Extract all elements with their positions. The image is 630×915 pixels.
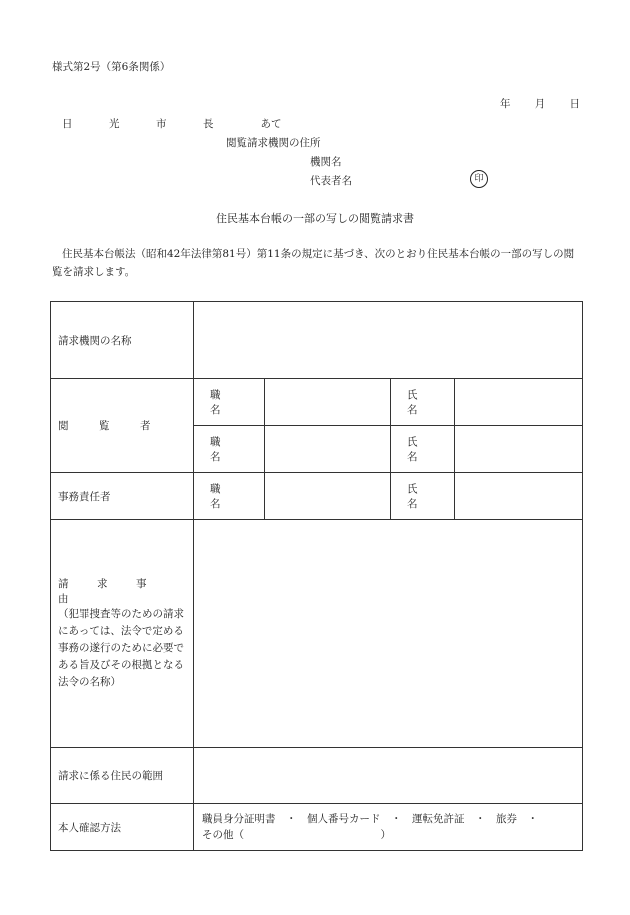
viewer-name-label: 氏 名 [391, 379, 455, 426]
viewer-name-field[interactable] [455, 379, 583, 426]
addressee [62, 116, 282, 131]
id-method-options-line2: その他（ ） [202, 829, 391, 841]
reason-field[interactable] [194, 520, 583, 748]
reason-label: 請 求 事 由 [58, 578, 175, 605]
addressee-suffix: あて [260, 118, 282, 130]
body-text: 住民基本台帳法（昭和42年法律第81号）第11条の規定に基づき、次のとおり住民基本台帳の一部の写しの閲覧を請求します。 [52, 248, 575, 278]
viewer-job-title-field[interactable] [265, 379, 391, 426]
reason-note: （犯罪捜査等のための請求にあっては、法令で定める事務の遂行のために必要である旨及びその根拠となる法令の名称） [58, 608, 184, 688]
id-method-options-line1: 職員身分証明書 ・ 個人番号カード ・ 運転免許証 ・ 旅券 ・ [202, 813, 538, 825]
viewer-job-title-field[interactable] [265, 426, 391, 473]
date-line [500, 96, 580, 111]
request-form-table [50, 301, 583, 851]
viewer-name-label: 氏 名 [391, 426, 455, 473]
responsible-job-title-label: 職 名 [194, 473, 265, 520]
date-day-label: 日 [569, 98, 580, 110]
responsible-name-label: 氏 名 [391, 473, 455, 520]
viewer-label: 閲 覧 者 [51, 379, 194, 473]
viewer-job-title-label: 職 名 [194, 426, 265, 473]
reason-row [51, 520, 583, 748]
responsible-name-field[interactable] [455, 473, 583, 520]
reason-label-cell [51, 520, 194, 748]
id-method-options[interactable] [194, 804, 583, 851]
requester-address-label: 閲覧請求機関の住所 [226, 137, 321, 149]
requester-org-label: 機関名 [310, 156, 342, 168]
responsible-job-title-field[interactable] [265, 473, 391, 520]
responsible-label: 事務責任者 [51, 473, 194, 520]
scope-field[interactable] [194, 748, 583, 804]
org-name-field[interactable] [194, 302, 583, 379]
responsible-row [51, 473, 583, 520]
org-name-row [51, 302, 583, 379]
date-year-label: 年 [500, 98, 511, 110]
viewer-name-field[interactable] [455, 426, 583, 473]
scope-label: 請求に係る住民の範囲 [51, 748, 194, 804]
addressee-name: 日 光 市 長 [62, 118, 227, 130]
form-number: 様式第2号（第6条関係） [52, 61, 171, 73]
seal-mark-icon: 印 [470, 170, 488, 188]
org-name-label: 請求機関の名称 [51, 302, 194, 379]
scope-row [51, 748, 583, 804]
document-title: 住民基本台帳の一部の写しの閲覧請求書 [216, 212, 414, 225]
date-month-label: 月 [534, 98, 546, 110]
id-method-row [51, 804, 583, 851]
viewer-job-title-label: 職 名 [194, 379, 265, 426]
id-method-label: 本人確認方法 [51, 804, 194, 851]
requester-rep-label: 代表者名 [310, 175, 352, 187]
viewer-row-1 [51, 379, 583, 426]
